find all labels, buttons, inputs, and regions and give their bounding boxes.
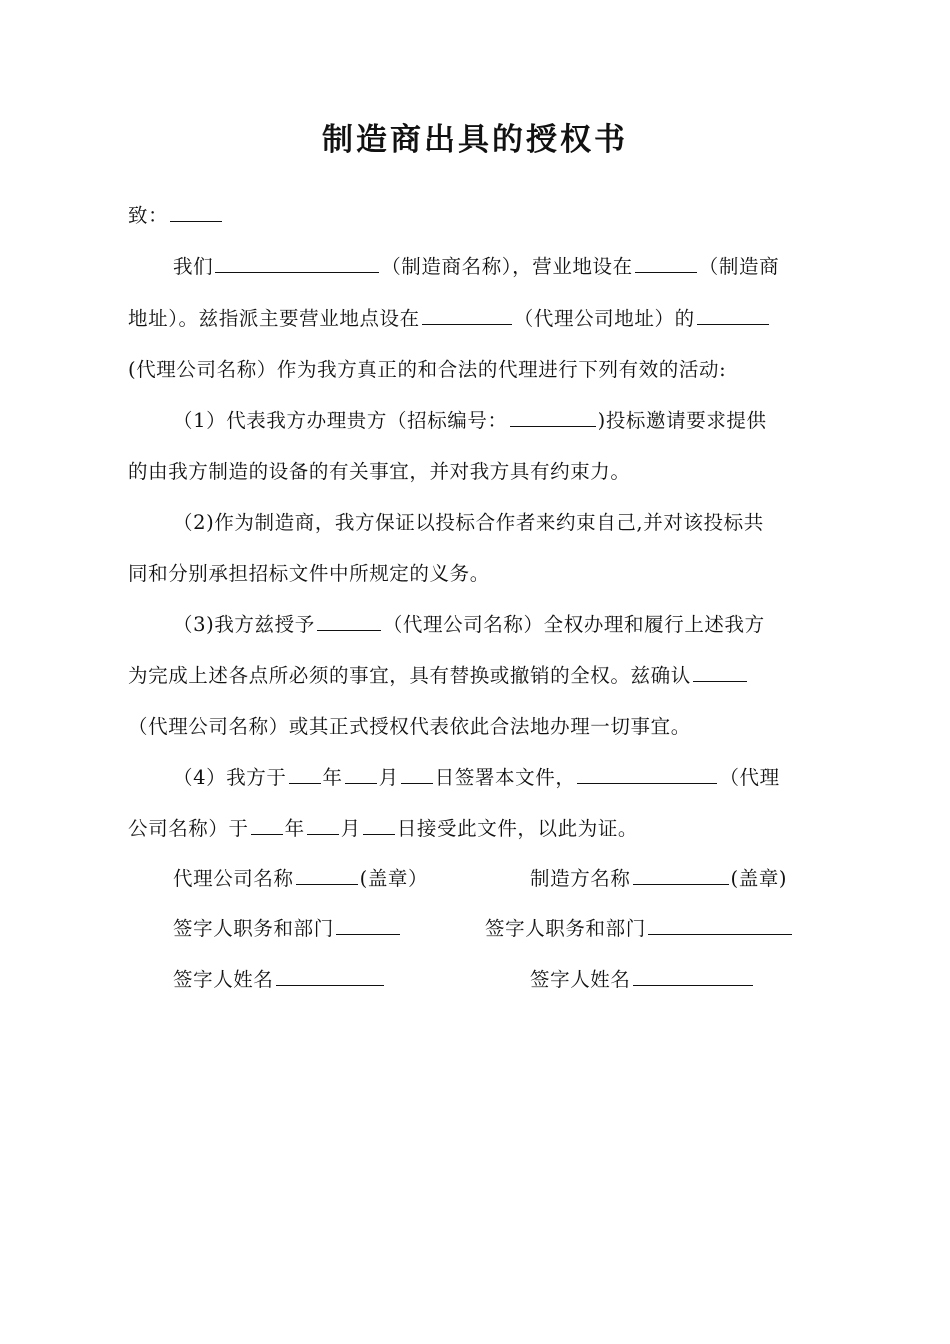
left-position-label: 签字人职务和部门 xyxy=(173,917,334,940)
p1-text: （代理公司地址）的 xyxy=(513,307,695,330)
left-position-line xyxy=(173,916,402,942)
item1-text: 的由我方制造的设备的有关事宜，并对我方具有约束力。 xyxy=(128,460,631,483)
right-name-label: 签字人姓名 xyxy=(530,968,631,991)
to-label: 致： xyxy=(128,204,169,227)
addressee-line xyxy=(128,203,224,229)
p1-text: （制造商 xyxy=(698,255,780,278)
recv-day-blank[interactable] xyxy=(363,816,395,835)
item1-text: )投标邀请要求提供 xyxy=(597,409,767,432)
item3-line-2 xyxy=(128,663,749,689)
p1-text: 地址）。兹指派主要营业地点设在 xyxy=(128,307,420,330)
agent-name-blank[interactable] xyxy=(697,306,769,325)
item4-text: 月 xyxy=(340,817,361,840)
item4-line-1 xyxy=(173,765,780,791)
item2-line-2 xyxy=(128,561,490,587)
item4-text: 公司名称）于 xyxy=(128,817,249,840)
sign-year-blank[interactable] xyxy=(289,765,321,784)
item1-line-1 xyxy=(173,408,767,434)
manufacturer-address-blank[interactable] xyxy=(635,254,697,273)
right-seal-label: (盖章) xyxy=(730,867,788,890)
right-company-line xyxy=(530,866,787,892)
left-name-line xyxy=(173,967,386,993)
item4-text: 日签署本文件， xyxy=(434,766,576,789)
right-company-blank[interactable] xyxy=(633,866,729,885)
left-name-blank[interactable] xyxy=(276,967,384,986)
item4-text: 年 xyxy=(322,766,343,789)
item1-line-2 xyxy=(128,459,631,485)
p1-text: （制造商名称），营业地设在 xyxy=(381,255,633,278)
item4-text: 日接受此文件，以此为证。 xyxy=(396,817,639,840)
p1-line-1 xyxy=(173,254,779,280)
p1-line-3 xyxy=(128,357,726,383)
left-company-line xyxy=(173,866,428,892)
right-company-label: 制造方名称 xyxy=(530,867,631,890)
left-position-blank[interactable] xyxy=(336,916,400,935)
recv-month-blank[interactable] xyxy=(307,816,339,835)
p1-text: 我们 xyxy=(173,255,214,278)
item4-line-2 xyxy=(128,816,638,842)
item4-text: 年 xyxy=(284,817,305,840)
p1-line-2 xyxy=(128,306,771,332)
sign-month-blank[interactable] xyxy=(345,765,377,784)
item2-text: （2)作为制造商，我方保证以投标合作者来约束自己,并对该投标共 xyxy=(173,511,764,534)
left-company-label: 代理公司名称 xyxy=(173,867,294,890)
p1-text: (代理公司名称）作为我方真正的和合法的代理进行下列有效的活动: xyxy=(128,358,727,381)
item4-text: （代理 xyxy=(719,766,780,789)
addressee-blank[interactable] xyxy=(170,203,222,222)
item3-text: （3)我方兹授予 xyxy=(173,613,315,636)
item3-line-1 xyxy=(173,612,765,638)
right-position-blank[interactable] xyxy=(648,916,792,935)
recv-year-blank[interactable] xyxy=(251,816,283,835)
right-name-line xyxy=(530,967,755,993)
agent-name-blank-4[interactable] xyxy=(577,765,717,784)
agent-name-blank-3[interactable] xyxy=(693,663,747,682)
item3-text: （代理公司名称）全权办理和履行上述我方 xyxy=(382,613,765,636)
document-title: 制造商出具的授权书 xyxy=(322,122,628,158)
item3-text: 为完成上述各点所必须的事宜，具有替换或撤销的全权。兹确认 xyxy=(128,664,691,687)
tender-number-blank[interactable] xyxy=(510,408,596,427)
left-seal-label: (盖章） xyxy=(359,867,429,890)
item3-text: （代理公司名称）或其正式授权代表依此合法地办理一切事宜。 xyxy=(128,715,691,738)
right-position-line xyxy=(485,916,794,942)
item4-text: 月 xyxy=(378,766,399,789)
item3-line-3 xyxy=(128,714,691,740)
item2-line-1 xyxy=(173,510,764,536)
item2-text: 同和分别承担招标文件中所规定的义务。 xyxy=(128,562,490,585)
agent-address-blank[interactable] xyxy=(422,306,512,325)
agent-name-blank-2[interactable] xyxy=(317,612,381,631)
left-company-blank[interactable] xyxy=(296,866,358,885)
right-position-label: 签字人职务和部门 xyxy=(485,917,646,940)
manufacturer-name-blank[interactable] xyxy=(215,254,379,273)
item1-text: （1）代表我方办理贵方（招标编号： xyxy=(173,409,508,432)
item4-text: （4）我方于 xyxy=(173,766,287,789)
left-name-label: 签字人姓名 xyxy=(173,968,274,991)
right-name-blank[interactable] xyxy=(633,967,753,986)
sign-day-blank[interactable] xyxy=(401,765,433,784)
